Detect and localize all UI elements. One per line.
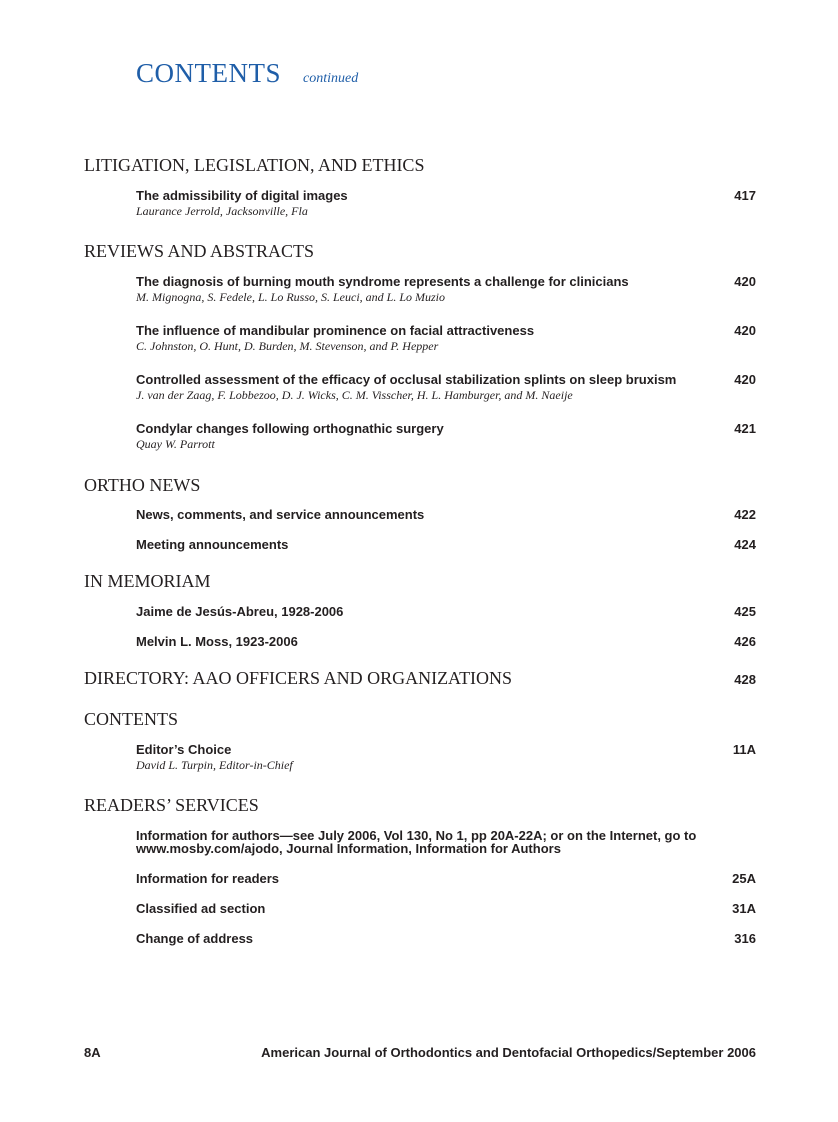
toc-entry[interactable] bbox=[136, 323, 756, 354]
entry-title[interactable]: Information for readers bbox=[136, 871, 280, 886]
toc-entry[interactable] bbox=[136, 931, 756, 946]
entry-title[interactable]: Change of address bbox=[136, 931, 254, 946]
entry-page: 425 bbox=[734, 604, 756, 619]
footer-journal: American Journal of Orthodontics and Dentofacial Orthopedics/September 2006 bbox=[261, 1045, 756, 1060]
entry-title[interactable]: News, comments, and service announcements bbox=[136, 507, 425, 522]
entry-authors: C. Johnston, O. Hunt, D. Burden, M. Stevenson, and P. Hepper bbox=[136, 339, 439, 353]
entry-title[interactable]: The admissibility of digital images bbox=[136, 188, 348, 203]
entry-page: 31A bbox=[732, 901, 756, 916]
entry-page: 417 bbox=[734, 188, 756, 203]
section-reviews bbox=[84, 240, 756, 262]
section-heading: ORTHO NEWS bbox=[84, 475, 201, 495]
page-title: CONTENTS bbox=[136, 58, 281, 88]
entry-title[interactable]: Melvin L. Moss, 1923-2006 bbox=[136, 634, 298, 649]
page-header bbox=[136, 58, 358, 89]
entry-authors: Quay W. Parrott bbox=[136, 437, 215, 451]
toc-entry[interactable] bbox=[136, 871, 756, 886]
toc-entry[interactable] bbox=[136, 634, 756, 649]
entry-authors: J. van der Zaag, F. Lobbezoo, D. J. Wicks, C. M. Visscher, H. L. Hamburger, and M. Naeije bbox=[136, 388, 573, 402]
section-heading: IN MEMORIAM bbox=[84, 571, 211, 591]
entry-page: 25A bbox=[732, 871, 756, 886]
toc-entry[interactable] bbox=[136, 604, 756, 619]
section-contents bbox=[84, 708, 756, 730]
section-readers-services bbox=[84, 794, 756, 816]
section-heading: LITIGATION, LEGISLATION, AND ETHICS bbox=[84, 155, 425, 175]
entry-title[interactable]: Editor’s Choice bbox=[136, 742, 232, 757]
entry-authors: Laurance Jerrold, Jacksonville, Fla bbox=[136, 204, 308, 218]
entry-title[interactable]: Information for authors—see July 2006, Vol 130, No 1, pp 20A-22A; or on the Internet, go to www.mosby.com/ajodo, Journal Information, Information for Authors bbox=[136, 828, 697, 856]
footer-page-number: 8A bbox=[84, 1045, 101, 1060]
entry-title[interactable]: Classified ad section bbox=[136, 901, 266, 916]
entry-authors: David L. Turpin, Editor-in-Chief bbox=[136, 758, 293, 772]
entry-page: 420 bbox=[734, 274, 756, 289]
entry-authors: M. Mignogna, S. Fedele, L. Lo Russo, S. Leuci, and L. Lo Muzio bbox=[136, 290, 445, 304]
toc-entry[interactable] bbox=[136, 372, 756, 403]
page-footer bbox=[84, 1045, 756, 1060]
entry-page: 421 bbox=[734, 421, 756, 436]
section-page: 428 bbox=[734, 672, 756, 687]
section-heading[interactable]: DIRECTORY: AAO OFFICERS AND ORGANIZATIONS bbox=[84, 668, 513, 688]
section-directory[interactable] bbox=[84, 667, 756, 691]
page-subtitle: continued bbox=[303, 71, 359, 86]
entry-page: 11A bbox=[732, 742, 756, 757]
section-heading: REVIEWS AND ABSTRACTS bbox=[84, 241, 315, 261]
entry-title[interactable]: Condylar changes following orthognathic surgery bbox=[136, 421, 444, 436]
toc-entry[interactable] bbox=[136, 188, 756, 219]
entry-page: 424 bbox=[734, 537, 756, 552]
entry-title[interactable]: Meeting announcements bbox=[136, 537, 289, 552]
entry-page: 420 bbox=[734, 372, 756, 387]
section-heading: CONTENTS bbox=[84, 709, 178, 729]
toc-entry[interactable] bbox=[136, 829, 756, 855]
toc-entry[interactable] bbox=[136, 507, 756, 522]
toc-entry[interactable] bbox=[136, 537, 756, 552]
section-heading: READERS’ SERVICES bbox=[84, 795, 259, 815]
section-litigation bbox=[84, 154, 756, 176]
entry-page: 426 bbox=[734, 634, 756, 649]
entry-title[interactable]: Jaime de Jesús-Abreu, 1928-2006 bbox=[136, 604, 344, 619]
toc-entry[interactable] bbox=[136, 274, 756, 305]
toc-entry[interactable] bbox=[136, 742, 756, 773]
entry-page: 422 bbox=[734, 507, 756, 522]
entry-title[interactable]: Controlled assessment of the efficacy of occlusal stabilization splints on sleep bruxism bbox=[136, 372, 677, 387]
entry-page: 316 bbox=[734, 931, 756, 946]
toc-entry[interactable] bbox=[136, 421, 756, 452]
toc-entry[interactable] bbox=[136, 901, 756, 916]
section-in-memoriam bbox=[84, 570, 756, 592]
entry-title[interactable]: The diagnosis of burning mouth syndrome represents a challenge for clinicians bbox=[136, 274, 629, 289]
entry-title[interactable]: The influence of mandibular prominence on facial attractiveness bbox=[136, 323, 535, 338]
section-ortho-news bbox=[84, 474, 756, 496]
entry-page: 420 bbox=[734, 323, 756, 338]
